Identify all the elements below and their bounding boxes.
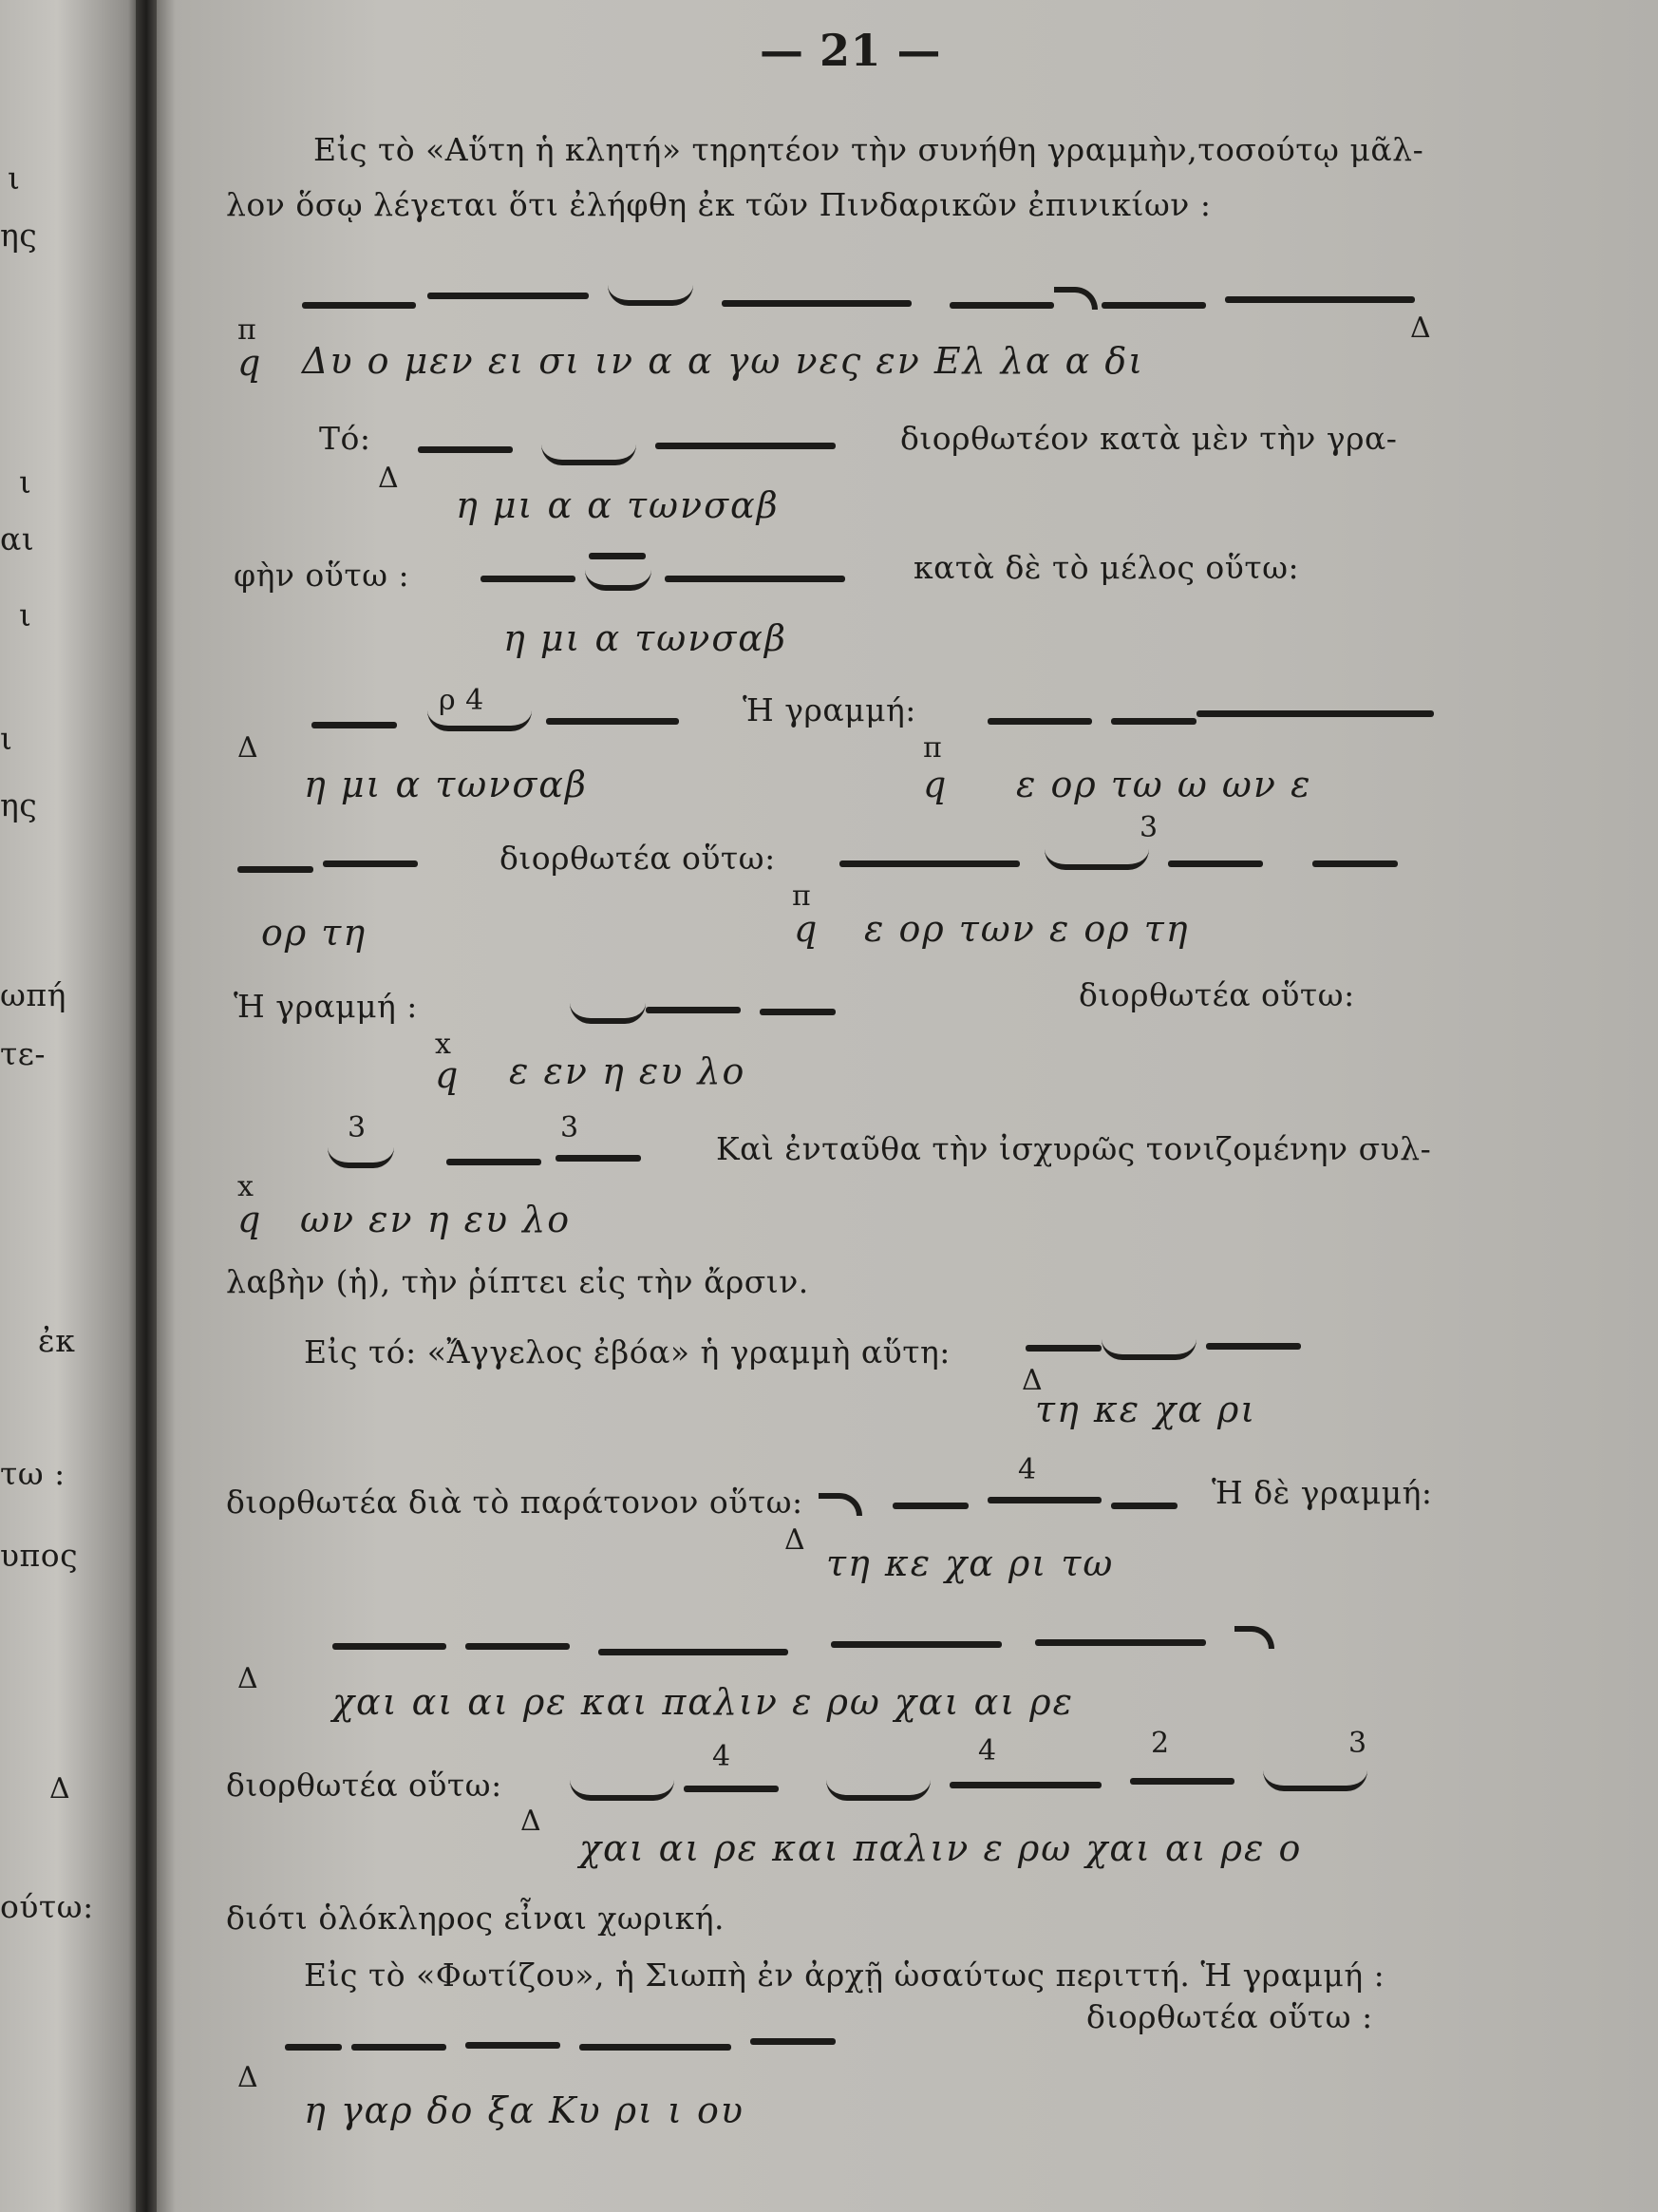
oligon-stroke	[351, 2044, 446, 2051]
delta-sign: Δ	[378, 462, 400, 495]
delta-sign: Δ	[1410, 312, 1432, 345]
oligon-stroke	[237, 866, 313, 873]
oligon-stroke	[750, 2038, 836, 2045]
apostrofos-stroke	[285, 2044, 342, 2051]
lyrics-line: η γαρ δο ξα Κυ ρι ι ου	[304, 2089, 744, 2131]
delta-sign: Δ	[1022, 1364, 1044, 1397]
ison-stroke	[302, 302, 416, 309]
margin-fragment: ης	[0, 217, 38, 254]
lyrics-line: Δυ ο μεν ει σι ιν α α γω νες εν Ελ λα α δι	[302, 340, 1145, 382]
apostrofos-curve	[585, 570, 651, 591]
oligon-stroke	[311, 722, 397, 728]
delta-sign: Δ	[237, 731, 259, 765]
book-spine	[136, 0, 157, 2212]
text-line: διορθωτέα οὕτω:	[226, 1767, 502, 1804]
oligon-stroke	[323, 860, 418, 867]
apostrofos-curve	[826, 1780, 931, 1801]
page-number: — 21 —	[760, 25, 942, 76]
oligon-stroke	[1035, 1639, 1206, 1646]
oligon-stroke	[1111, 718, 1196, 725]
apostrofos-stroke	[1026, 1345, 1102, 1352]
margin-fragment: ι	[0, 720, 13, 757]
text-line: Ἡ γραμμή :	[234, 988, 418, 1025]
apostrofos-curve	[1263, 1770, 1367, 1791]
apostrofos-curve	[570, 1003, 646, 1024]
ison-stroke	[589, 553, 646, 559]
text-line: Τό:	[319, 420, 371, 457]
margin-fragment: ι	[19, 463, 32, 501]
margin-fragment: ωπή	[0, 976, 66, 1013]
apostrofos-stroke	[1196, 710, 1434, 717]
oligon-stroke	[722, 300, 912, 307]
apostrofos-stroke	[665, 576, 845, 582]
lyrics-line: τη κε χα ρι τω	[826, 1542, 1115, 1584]
oligon-stroke	[480, 576, 575, 582]
pi-sign: π	[237, 313, 257, 347]
margin-fragment: αι	[0, 520, 35, 558]
oligon-stroke	[1225, 296, 1415, 303]
apostrofos-curve	[541, 444, 636, 465]
text-line: Εἰς τὸ «Φωτίζου», ἡ Σιωπὴ ἐν ἀρχῇ ὡσαύτως περιττή. Ἡ γραμμή :	[304, 1957, 1385, 1994]
oligon-stroke	[418, 446, 513, 453]
text-line: κατὰ δὲ τὸ μέλος οὕτω:	[914, 549, 1300, 586]
apostrofos-stroke	[556, 1155, 641, 1162]
oligon-stroke	[465, 2042, 560, 2049]
text-line: Ἡ δὲ γραμμή:	[1212, 1474, 1433, 1511]
number-mark: 4	[712, 1740, 731, 1773]
delta-sign: Δ	[784, 1523, 806, 1557]
oligon-stroke	[427, 293, 589, 299]
oligon-stroke	[1102, 302, 1206, 309]
apostrofos-stroke	[684, 1786, 779, 1792]
apostrofos-stroke	[546, 718, 679, 725]
text-line: λαβὴν (ἡ), τὴν ῥίπτει εἰς τὴν ἄρσιν.	[226, 1263, 809, 1300]
text-line: φὴν οὕτω :	[234, 557, 410, 594]
delta-sign: Δ	[237, 1662, 259, 1695]
oligon-stroke	[1312, 860, 1398, 867]
margin-fragment: ούτω:	[0, 1888, 94, 1925]
number-mark: 4	[1018, 1453, 1037, 1486]
margin-fragment: ἐκ	[38, 1322, 76, 1359]
number-mark: 2	[1151, 1727, 1170, 1760]
apostrofos-curve	[570, 1780, 674, 1801]
number-mark: 3	[1140, 811, 1159, 844]
margin-fragment: ι	[8, 160, 21, 197]
number-mark: 3	[348, 1111, 367, 1144]
ison-stroke	[646, 1007, 741, 1013]
pi-sign: π	[923, 731, 943, 765]
x-sign: x	[435, 1028, 452, 1061]
text-line: διορθωτέον κατὰ μὲν τὴν γρα-	[900, 420, 1398, 457]
ison-stroke	[446, 1159, 541, 1165]
oligon-stroke	[1168, 860, 1263, 867]
margin-fragment: ης	[0, 786, 38, 823]
text-line: Εἰς τὸ «Αὕτη ἡ κλητή» τηρητέον τὴν συνήθη γραμμὴν,τοσούτῳ μᾶλ-	[313, 131, 1424, 168]
oligon-stroke	[950, 1782, 1102, 1788]
q-sign: q	[237, 1199, 263, 1240]
lyrics-line: η μι α α τωνσαβ	[456, 484, 780, 526]
margin-fragment: Δ	[49, 1772, 71, 1806]
oligon-stroke	[950, 302, 1054, 309]
oligon-stroke	[831, 1641, 1002, 1648]
text-line: διορθωτέα οὕτω:	[499, 840, 776, 877]
rho-sign: ρ 4	[439, 684, 484, 717]
text-line: διορθωτέα οὕτω:	[1079, 976, 1355, 1013]
text-line: διορθωτέα οὕτω :	[1086, 1998, 1373, 2035]
delta-sign: Δ	[520, 1805, 542, 1838]
lyrics-line: η μι α τωνσαβ	[503, 617, 787, 659]
apostrofos-stroke	[598, 1649, 788, 1655]
oligon-stroke	[465, 1643, 570, 1650]
q-sign: q	[435, 1054, 461, 1096]
text-line: λον ὅσῳ λέγεται ὅτι ἐλήφθη ἐκ τῶν Πινδαρικῶν ἐπινικίων :	[226, 186, 1212, 223]
apostrofos-stroke	[655, 443, 836, 449]
text-line: διορθωτέα διὰ τὸ παράτονον οὕτω:	[226, 1484, 803, 1521]
margin-fragment: υπος	[0, 1537, 79, 1574]
q-sign: q	[923, 764, 949, 805]
margin-fragment: τω :	[0, 1455, 66, 1492]
oligon-stroke	[1130, 1778, 1234, 1785]
apostrofos-curve	[608, 285, 693, 306]
oligon-stroke	[893, 1503, 969, 1509]
apostrofos-curve	[1045, 849, 1149, 870]
apostrofos-stroke	[760, 1009, 836, 1015]
lyrics-line: ε ορ τω ω ων ε	[1016, 764, 1312, 805]
q-sign: q	[794, 908, 820, 950]
apostrofos-stroke	[988, 1497, 1102, 1503]
lyrics-line: ορ τη	[261, 912, 367, 954]
text-line: διότι ὁλόκληρος εἶναι χωρική.	[226, 1900, 725, 1937]
pi-sign: π	[792, 879, 812, 913]
oligon-stroke	[332, 1643, 446, 1650]
oligon-stroke	[839, 860, 1020, 867]
margin-fragment: ι	[19, 596, 32, 633]
apostrofos-curve	[427, 710, 532, 731]
apostrofos-curve	[328, 1147, 394, 1168]
margin-fragment: τε-	[0, 1035, 47, 1072]
apostrofos-stroke	[1206, 1343, 1301, 1350]
text-line: Ἡ γραμμή:	[743, 691, 916, 728]
lyrics-line: χαι αι αι ρε και παλιν ε ρω χαι αι ρε	[332, 1681, 1075, 1723]
lyrics-line: ε ορ των ε ορ τη	[864, 908, 1190, 950]
lyrics-line: χαι αι ρε και παλιν ε ρω χαι αι ρε ο	[579, 1827, 1303, 1869]
lyrics-line: ε εν η ευ λο	[509, 1050, 746, 1092]
lyrics-line: τη κε χα ρι	[1035, 1389, 1257, 1430]
number-mark: 3	[560, 1111, 579, 1144]
lyrics-line: ων εν η ευ λο	[300, 1199, 572, 1240]
oligon-stroke	[988, 718, 1092, 725]
apostrofos-stroke	[579, 2044, 731, 2051]
apostrofos-curve	[1102, 1339, 1196, 1360]
text-line: Καὶ ἐνταῦθα τὴν ἰσχυρῶς τονιζομένην συλ-	[716, 1130, 1432, 1167]
number-mark: 3	[1348, 1727, 1367, 1760]
number-mark: 4	[978, 1734, 997, 1768]
q-sign: q	[237, 342, 263, 384]
x-sign: x	[237, 1170, 254, 1203]
text-line: Εἰς τό: «Ἄγγελος ἐβόα» ἡ γραμμὴ αὕτη:	[304, 1333, 951, 1371]
delta-sign: Δ	[237, 2061, 259, 2094]
lyrics-line: η μι α τωνσαβ	[304, 764, 588, 805]
oligon-stroke	[1111, 1503, 1178, 1509]
